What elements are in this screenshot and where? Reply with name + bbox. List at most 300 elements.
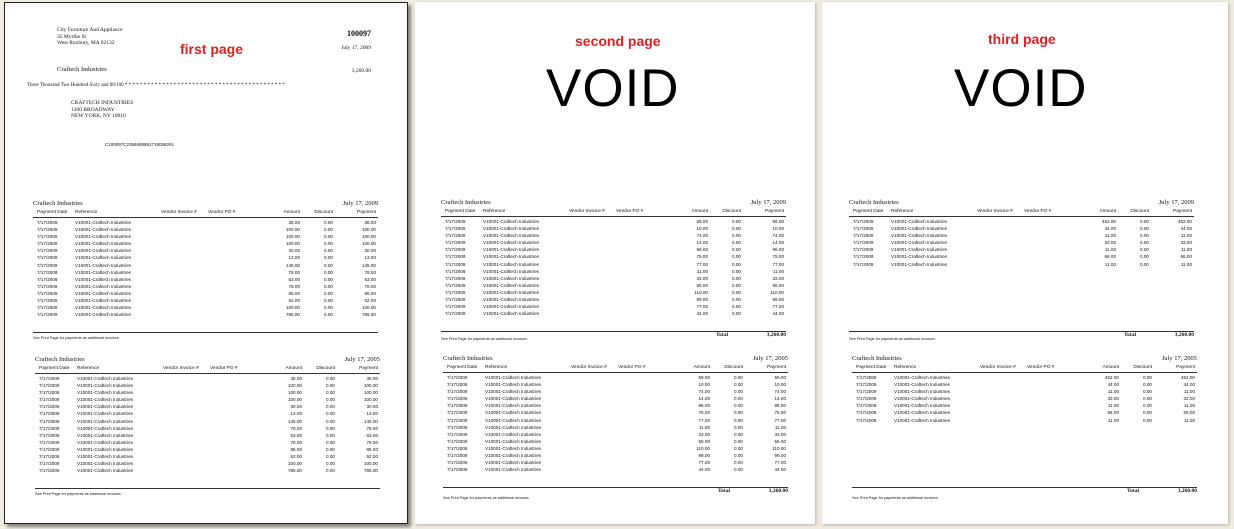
- stub-company: Craftech Industries: [35, 356, 85, 363]
- cell-ref: V10001-Craftech Industries: [77, 446, 133, 452]
- remittance-stub-top: [33, 200, 378, 340]
- cell-pay: 99.00: [774, 453, 786, 459]
- header-divider: [849, 216, 1194, 217]
- cell-date: 7/17/2009: [445, 240, 466, 246]
- cell-pay: 59.00: [772, 219, 784, 224]
- cell-ref: V10001-Craftech Industries: [891, 254, 947, 260]
- cell-disc: 0.00: [1143, 382, 1152, 388]
- cell-amt: 78.00: [290, 439, 302, 445]
- table-row: [33, 298, 378, 305]
- table-row: [852, 403, 1197, 410]
- cell-ref: V10001-Craftech Industries: [77, 439, 133, 445]
- header-vinv: Vendor Invoice #: [161, 210, 197, 215]
- stub-date: July 17, 2009: [750, 199, 786, 206]
- cell-ref: V10001-Craftech Industries: [75, 248, 131, 254]
- cell-date: 7/17/2009: [447, 460, 468, 466]
- stub-header-row: [33, 210, 378, 217]
- cell-disc: 0.00: [1143, 389, 1152, 395]
- cell-ref: V10001-Craftech Industries: [485, 382, 541, 388]
- cell-amt: 59.00: [698, 375, 710, 380]
- cell-amt: 785.00: [285, 312, 300, 318]
- payer-name: City Furniture And Appliance: [57, 27, 123, 33]
- cell-disc: 0.00: [732, 219, 741, 224]
- stub-company: Craftech Industries: [443, 355, 493, 362]
- cell-date: 7/17/2009: [37, 234, 58, 240]
- cell-disc: 0.00: [732, 282, 741, 288]
- cell-date: 7/17/2009: [39, 411, 60, 417]
- total-label: Total: [1126, 488, 1139, 494]
- header-vpo: Vendor PO #: [616, 209, 644, 214]
- cell-amt: 785.00: [287, 468, 302, 474]
- payee-address-line-1: CRAFTECH INDUSTRIES: [71, 100, 134, 106]
- cell-ref: V10001-Craftech Industries: [77, 383, 133, 389]
- cell-ref: V10001-Craftech Industries: [75, 276, 131, 282]
- cell-ref: V10001-Craftech Industries: [77, 411, 133, 417]
- cell-date: 7/17/2009: [39, 439, 60, 445]
- cell-disc: 0.00: [732, 297, 741, 303]
- cell-ref: V10001-Craftech Industries: [485, 431, 541, 437]
- table-row: [443, 446, 788, 453]
- cell-pay: 77.00: [772, 261, 784, 267]
- cell-pay: 78.00: [366, 425, 378, 431]
- cell-disc: 0.00: [734, 389, 743, 395]
- header-divider: [33, 217, 378, 218]
- cell-amt: 14.00: [698, 396, 710, 402]
- check-number: 100097: [347, 29, 371, 38]
- total-value: 3,260.00: [768, 488, 788, 494]
- cell-ref: V10001-Craftech Industries: [483, 233, 539, 239]
- remittance-stub-top: [849, 199, 1194, 344]
- cell-ref: V10001-Craftech Industries: [485, 403, 541, 409]
- cell-amt: 55.00: [696, 282, 708, 288]
- void-stamp: VOID: [546, 59, 680, 118]
- cell-pay: 85.00: [366, 446, 378, 452]
- cell-pay: 44.00: [1183, 382, 1195, 388]
- cell-ref: V10001-Craftech Industries: [483, 261, 539, 267]
- cell-disc: 0.00: [324, 234, 333, 240]
- cell-amt: 52.00: [288, 298, 300, 304]
- payee-mailing-address: [71, 100, 133, 120]
- cell-amt: 74.00: [696, 233, 708, 239]
- table-row: [441, 276, 786, 283]
- table-row: [441, 283, 786, 290]
- cell-date: 7/17/2009: [853, 226, 874, 232]
- cell-disc: 0.00: [732, 254, 741, 260]
- cell-ref: V10001-Craftech Industries: [75, 269, 131, 275]
- cell-pay: 100.00: [363, 390, 378, 396]
- cell-pay: 10.00: [774, 382, 786, 388]
- cell-disc: 0.00: [324, 312, 333, 318]
- table-row: [443, 410, 788, 417]
- payee-address-line-3: NEW YORK, NY 10010: [71, 113, 126, 119]
- table-row: [35, 440, 380, 447]
- cell-amt: 100.00: [285, 227, 300, 233]
- cell-amt: 11.00: [1107, 417, 1119, 423]
- cell-disc: 0.00: [1143, 375, 1152, 380]
- cell-disc: 0.00: [734, 453, 743, 459]
- table-row: [441, 254, 786, 261]
- cell-date: 7/17/2009: [853, 240, 874, 246]
- cell-date: 7/17/2009: [39, 404, 60, 410]
- cell-date: 7/17/2009: [37, 305, 58, 311]
- cell-amt: 63.00: [290, 432, 302, 438]
- table-row: [443, 432, 788, 439]
- header-vpo: Vendor PO #: [208, 210, 236, 215]
- cell-disc: 0.00: [326, 439, 335, 445]
- cell-date: 7/17/2009: [37, 283, 58, 289]
- stub-header-row: [441, 209, 786, 216]
- cell-disc: 0.00: [732, 247, 741, 253]
- cell-ref: V10001-Craftech Industries: [894, 389, 950, 395]
- cell-pay: 96.00: [772, 247, 784, 253]
- cell-amt: 100.00: [285, 234, 300, 240]
- table-row: [441, 240, 786, 247]
- cell-amt: 78.00: [288, 269, 300, 275]
- payer-address: [57, 27, 123, 47]
- cell-pay: 145.00: [361, 262, 376, 268]
- header-divider: [443, 372, 788, 373]
- header-ref: Reference: [894, 365, 917, 370]
- cell-amt: 11.00: [1107, 403, 1119, 409]
- cell-disc: 0.00: [732, 226, 741, 232]
- cell-ref: V10001-Craftech Industries: [894, 375, 950, 380]
- first-page-label: first page: [180, 41, 244, 57]
- cell-date: 7/17/2009: [447, 438, 468, 444]
- cell-pay: 100.00: [361, 305, 376, 311]
- stub-bottom-divider: [849, 331, 1194, 332]
- cell-date: 7/17/2009: [39, 376, 60, 381]
- header-amt: Amount: [283, 210, 300, 215]
- table-row: [35, 433, 380, 440]
- cell-disc: 0.00: [326, 461, 335, 467]
- cell-disc: 0.00: [1140, 233, 1149, 239]
- stub-footnote: See Print Page for payments as additional invoices.: [35, 492, 122, 496]
- cell-amt: 63.00: [288, 276, 300, 282]
- header-disc: Discount: [1130, 209, 1149, 214]
- cell-pay: 44.00: [772, 311, 784, 317]
- table-row: [443, 382, 788, 389]
- cell-pay: 13.00: [366, 411, 378, 417]
- header-pay: Payment: [1173, 209, 1192, 214]
- cell-pay: 44.00: [1180, 226, 1192, 232]
- cell-date: 7/17/2009: [445, 311, 466, 317]
- header-amt: Amount: [1102, 365, 1119, 370]
- cell-disc: 0.00: [734, 460, 743, 466]
- cell-date: 7/17/2009: [37, 241, 58, 247]
- cell-pay: 11.00: [1180, 233, 1192, 239]
- stub-header-row: [852, 365, 1197, 372]
- header-ref: Reference: [77, 366, 100, 371]
- cell-ref: V10001-Craftech Industries: [483, 275, 539, 281]
- cell-pay: 52.00: [364, 298, 376, 304]
- cell-ref: V10001-Craftech Industries: [75, 241, 131, 247]
- table-row: [849, 226, 1194, 233]
- cell-date: 7/17/2009: [445, 247, 466, 253]
- header-amt: Amount: [285, 366, 302, 371]
- cell-pay: 11.00: [1183, 403, 1195, 409]
- cell-pay: 14.00: [772, 240, 784, 246]
- cell-date: 7/17/2009: [447, 410, 468, 416]
- cell-date: 7/17/2009: [856, 396, 877, 402]
- cell-date: 7/17/2009: [445, 233, 466, 239]
- check-page-3: [822, 2, 1228, 524]
- table-row: [441, 233, 786, 240]
- header-vinv: Vendor Invoice #: [571, 365, 607, 370]
- stub-rows: [849, 219, 1194, 269]
- cell-date: 7/17/2009: [445, 226, 466, 232]
- cell-ref: V10001-Craftech Industries: [75, 305, 131, 311]
- cell-ref: V10001-Craftech Industries: [75, 220, 131, 225]
- cell-amt: 36.00: [290, 376, 302, 381]
- table-row: [33, 234, 378, 241]
- cell-pay: 33.00: [774, 431, 786, 437]
- cell-date: 7/17/2009: [856, 375, 877, 380]
- cell-pay: 52.00: [366, 454, 378, 460]
- cell-amt: 10.00: [698, 382, 710, 388]
- cell-ref: V10001-Craftech Industries: [483, 311, 539, 317]
- remittance-stub-bottom: [852, 355, 1197, 500]
- check-page-2: [415, 2, 815, 524]
- cell-disc: 0.00: [324, 241, 333, 247]
- header-date: Payment Date: [37, 210, 68, 215]
- cell-ref: V10001-Craftech Industries: [75, 283, 131, 289]
- cell-amt: 100.00: [285, 305, 300, 311]
- cell-amt: 75.00: [698, 410, 710, 416]
- table-row: [852, 396, 1197, 403]
- cell-date: 7/17/2009: [37, 269, 58, 275]
- table-row: [33, 227, 378, 234]
- cell-pay: 110.00: [770, 289, 784, 295]
- stub-company: Craftech Industries: [33, 200, 83, 207]
- cell-ref: V10001-Craftech Industries: [75, 290, 131, 296]
- cell-ref: V10001-Craftech Industries: [485, 438, 541, 444]
- cell-pay: 55.00: [774, 438, 786, 444]
- header-date: Payment Date: [39, 366, 70, 371]
- cell-date: 7/17/2009: [447, 396, 468, 402]
- cell-pay: 452.00: [1177, 219, 1192, 224]
- cell-date: 7/17/2009: [445, 289, 466, 295]
- cell-ref: V10001-Craftech Industries: [483, 289, 539, 295]
- table-row: [441, 219, 786, 226]
- cell-ref: V10001-Craftech Industries: [77, 404, 133, 410]
- cell-date: 7/17/2009: [447, 431, 468, 437]
- cell-disc: 0.00: [734, 424, 743, 430]
- header-vpo: Vendor PO #: [618, 365, 646, 370]
- cell-date: 7/17/2009: [447, 424, 468, 430]
- cell-ref: V10001-Craftech Industries: [77, 397, 133, 403]
- cell-ref: V10001-Craftech Industries: [485, 467, 541, 473]
- cell-ref: V10001-Craftech Industries: [891, 233, 947, 239]
- table-row: [849, 254, 1194, 261]
- cell-date: 7/17/2009: [853, 247, 874, 253]
- remittance-stub-bottom: [35, 356, 380, 496]
- table-row: [35, 468, 380, 475]
- stub-company: Craftech Industries: [849, 199, 899, 206]
- stub-date: July 17, 2005: [344, 356, 380, 363]
- cell-ref: V10001-Craftech Industries: [483, 240, 539, 246]
- cell-date: 7/17/2009: [37, 276, 58, 282]
- header-date: Payment Date: [447, 365, 478, 370]
- cell-disc: 0.00: [324, 262, 333, 268]
- cell-ref: V10001-Craftech Industries: [485, 410, 541, 416]
- cell-pay: 99.00: [772, 297, 784, 303]
- cell-pay: 63.00: [366, 432, 378, 438]
- cell-disc: 0.00: [324, 283, 333, 289]
- cell-ref: V10001-Craftech Industries: [894, 410, 950, 416]
- cell-amt: 452.00: [1104, 375, 1119, 380]
- cell-amt: 44.00: [698, 467, 710, 473]
- cell-date: 7/17/2009: [447, 375, 468, 380]
- cell-date: 7/17/2009: [445, 297, 466, 303]
- cell-disc: 0.00: [324, 227, 333, 233]
- stub-footnote: See Print Page for payments as additional invoices.: [443, 496, 530, 500]
- cell-pay: 74.00: [772, 233, 784, 239]
- cell-amt: 96.00: [698, 403, 710, 409]
- cell-date: 7/17/2009: [856, 403, 877, 409]
- cell-amt: 44.00: [1107, 382, 1119, 388]
- stub-footnote: See Print Page for payments as additional invoices.: [852, 496, 939, 500]
- cell-date: 7/17/2009: [447, 403, 468, 409]
- stub-bottom-divider: [33, 332, 378, 333]
- cell-amt: 145.00: [285, 262, 300, 268]
- cell-amt: 11.00: [1104, 233, 1116, 239]
- table-row: [852, 375, 1197, 382]
- cell-disc: 0.00: [734, 410, 743, 416]
- cell-pay: 59.00: [774, 375, 786, 380]
- remittance-stub-bottom: [443, 355, 788, 500]
- table-row: [33, 263, 378, 270]
- cell-disc: 0.00: [734, 467, 743, 473]
- cell-pay: 785.00: [363, 468, 378, 474]
- cell-ref: V10001-Craftech Industries: [77, 432, 133, 438]
- cell-disc: 0.00: [734, 445, 743, 451]
- cell-pay: 78.00: [366, 439, 378, 445]
- table-row: [849, 262, 1194, 269]
- cell-disc: 0.00: [1140, 247, 1149, 253]
- table-row: [441, 226, 786, 233]
- cell-pay: 100.00: [363, 383, 378, 389]
- cell-pay: 96.00: [774, 403, 786, 409]
- cell-amt: 33.00: [698, 431, 710, 437]
- cell-pay: 77.00: [774, 417, 786, 423]
- cell-amt: 44.00: [1104, 226, 1116, 232]
- cell-disc: 0.00: [324, 220, 333, 225]
- cell-disc: 0.00: [1140, 219, 1149, 224]
- cell-amt: 75.00: [696, 254, 708, 260]
- cell-pay: 100.00: [363, 461, 378, 467]
- cell-amt: 66.00: [1104, 254, 1116, 260]
- cell-disc: 0.00: [734, 438, 743, 444]
- table-row: [441, 247, 786, 254]
- cell-ref: V10001-Craftech Industries: [891, 226, 947, 232]
- cell-disc: 0.00: [326, 411, 335, 417]
- cell-ref: V10001-Craftech Industries: [483, 268, 539, 274]
- header-date: Payment Date: [853, 209, 884, 214]
- cell-amt: 100.00: [285, 241, 300, 247]
- table-row: [35, 390, 380, 397]
- cell-ref: V10001-Craftech Industries: [77, 468, 133, 474]
- table-row: [35, 397, 380, 404]
- cell-date: 7/17/2009: [447, 453, 468, 459]
- header-pay: Payment: [357, 210, 376, 215]
- cell-pay: 30.00: [366, 404, 378, 410]
- cell-date: 7/17/2009: [37, 290, 58, 296]
- cell-amt: 33.00: [1104, 240, 1116, 246]
- cell-disc: 0.00: [734, 403, 743, 409]
- cell-ref: V10001-Craftech Industries: [75, 298, 131, 304]
- cell-amt: 11.00: [696, 268, 708, 274]
- cell-disc: 0.00: [1140, 254, 1149, 260]
- table-row: [33, 241, 378, 248]
- cell-ref: V10001-Craftech Industries: [75, 234, 131, 240]
- cell-date: 7/17/2009: [39, 425, 60, 431]
- cell-date: 7/17/2009: [853, 254, 874, 260]
- table-row: [35, 454, 380, 461]
- cell-disc: 0.00: [734, 431, 743, 437]
- cell-amt: 13.00: [288, 255, 300, 261]
- stub-footnote: See Print Page for payments as additional invoices.: [849, 337, 936, 341]
- table-row: [849, 219, 1194, 226]
- table-row: [33, 248, 378, 255]
- cell-disc: 0.00: [324, 290, 333, 296]
- table-row: [33, 291, 378, 298]
- cell-pay: 110.00: [772, 445, 786, 451]
- table-row: [849, 240, 1194, 247]
- cell-amt: 100.00: [287, 461, 302, 467]
- cell-pay: 36.00: [366, 376, 378, 381]
- header-disc: Discount: [724, 365, 743, 370]
- header-divider: [441, 216, 786, 217]
- cell-amt: 96.00: [696, 247, 708, 253]
- header-amt: Amount: [691, 209, 708, 214]
- table-row: [35, 419, 380, 426]
- cell-pay: 36.00: [364, 220, 376, 225]
- cell-amt: 13.00: [290, 411, 302, 417]
- third-page-label: third page: [988, 31, 1056, 47]
- cell-ref: V10001-Craftech Industries: [75, 262, 131, 268]
- stub-date: July 17, 2009: [342, 200, 378, 207]
- cell-pay: 78.00: [364, 269, 376, 275]
- cell-date: 7/17/2009: [39, 418, 60, 424]
- cell-pay: 11.00: [1180, 247, 1192, 253]
- cell-pay: 11.00: [1180, 261, 1192, 267]
- cell-disc: 0.00: [326, 404, 335, 410]
- table-row: [443, 467, 788, 474]
- header-amt: Amount: [1099, 209, 1116, 214]
- total-value: 3,260.00: [766, 332, 786, 338]
- cell-disc: 0.00: [734, 396, 743, 402]
- cell-pay: 77.00: [772, 304, 784, 310]
- cell-ref: V10001-Craftech Industries: [891, 247, 947, 253]
- cell-amt: 145.00: [287, 418, 302, 424]
- cell-disc: 0.00: [734, 382, 743, 388]
- header-vinv: Vendor Invoice #: [569, 209, 605, 214]
- cell-date: 7/17/2009: [39, 446, 60, 452]
- cell-amt: 66.00: [1107, 410, 1119, 416]
- total-label: Total: [717, 488, 730, 494]
- cell-disc: 0.00: [1143, 396, 1152, 402]
- stub-header-row: [849, 209, 1194, 216]
- cell-date: 7/17/2009: [37, 312, 58, 318]
- cell-pay: 30.00: [364, 248, 376, 254]
- stub-date: July 17, 2005: [1161, 355, 1197, 362]
- table-row: [441, 297, 786, 304]
- cell-ref: V10001-Craftech Industries: [77, 390, 133, 396]
- cell-pay: 11.00: [1183, 417, 1195, 423]
- cell-pay: 66.00: [1180, 254, 1192, 260]
- amount-in-words: Three Thousand Two Hundred Sixty and 00/100 * * * * * * * * * * * * * * * * * * * * * * * * * * * * * * * * * * * * * * * * * * *: [27, 83, 285, 88]
- cell-pay: 13.00: [364, 255, 376, 261]
